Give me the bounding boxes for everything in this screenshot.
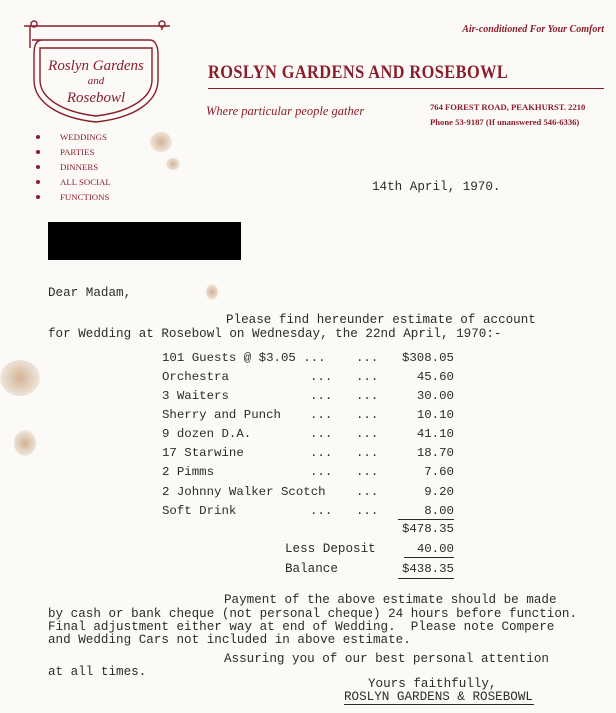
payment-line-2: by cash or bank cheque (not personal cheque) 24 hours before function. xyxy=(48,607,578,621)
item-dots: ... xyxy=(356,389,379,403)
item-dots: ... xyxy=(356,408,379,422)
closing: Yours faithfully, xyxy=(368,677,497,691)
intro-line-2: for Wedding at Rosebowl on Wednesday, the 22nd April, 1970:- xyxy=(48,327,502,341)
item-dots: ... xyxy=(310,504,333,518)
payment-line-1: Payment of the above estimate should be made xyxy=(224,593,557,607)
item-amount: 8.00 xyxy=(424,504,454,518)
item-amount: 45.60 xyxy=(416,370,454,384)
item-dots: ... xyxy=(356,370,379,384)
subtotal-rule xyxy=(398,519,454,520)
item-dots: ... xyxy=(356,465,379,479)
item-label: 2 Pimms xyxy=(162,465,215,479)
item-label: Soft Drink xyxy=(162,504,237,518)
service-item: FUNCTIONS xyxy=(34,190,111,205)
tagline: Where particular people gather xyxy=(206,104,365,118)
redacted-recipient xyxy=(48,222,241,260)
item-amount: 9.20 xyxy=(424,485,454,499)
item-label: 17 Starwine xyxy=(162,446,244,460)
payment-line-4: and Wedding Cars not included in above estimate. xyxy=(48,633,411,647)
item-label: Sherry and Punch xyxy=(162,408,281,422)
item-dots: ... xyxy=(356,485,379,499)
assure-line-2: at all times. xyxy=(48,665,147,679)
item-amount: 7.60 xyxy=(424,465,454,479)
item-amount: 41.10 xyxy=(416,427,454,441)
company-logo xyxy=(22,18,172,128)
item-label: Orchestra xyxy=(162,370,229,384)
item-label: 3 Waiters xyxy=(162,389,229,403)
salutation: Dear Madam, xyxy=(48,286,132,300)
stain xyxy=(14,430,36,456)
intro-line-1: Please find hereunder estimate of account xyxy=(226,313,536,327)
phone: Phone 53-9187 (If unanswered 546-6336) xyxy=(430,117,580,127)
stain xyxy=(206,284,218,300)
stain xyxy=(0,360,40,396)
item-label: 9 dozen D.A. xyxy=(162,427,252,441)
item-dots: ... xyxy=(356,446,379,460)
company-name: ROSLYN GARDENS AND ROSEBOWL xyxy=(208,62,509,83)
item-dots: ... xyxy=(356,427,379,441)
deposit-label: Less Deposit xyxy=(285,542,376,556)
item-dots: ... xyxy=(356,351,379,365)
service-item: WEDDINGS xyxy=(34,130,111,145)
assure-line-1: Assuring you of our best personal attention xyxy=(224,652,549,666)
service-item: DINNERS xyxy=(34,160,111,175)
stain xyxy=(150,132,172,152)
item-amount: 18.70 xyxy=(416,446,454,460)
logo-line-3: Rosebowl xyxy=(66,90,126,106)
item-dots: ... xyxy=(310,389,333,403)
item-label: 2 Johnny Walker Scotch xyxy=(162,485,326,499)
service-item: PARTIES xyxy=(34,145,111,160)
item-dots: ... xyxy=(310,446,333,460)
item-amount: $308.05 xyxy=(401,351,454,365)
stain xyxy=(166,158,180,170)
service-item: ALL SOCIAL xyxy=(34,175,111,190)
deposit-rule xyxy=(404,557,454,558)
header-rule xyxy=(208,88,604,89)
item-amount: 10.10 xyxy=(416,408,454,422)
logo-line-1: Roslyn Gardens xyxy=(48,58,144,74)
item-dots: ... xyxy=(310,408,333,422)
deposit-amount: 40.00 xyxy=(416,542,454,556)
balance-rule xyxy=(398,578,454,579)
payment-line-3: Final adjustment either way at end of Wedding. Please note Compere xyxy=(48,620,555,634)
logo-line-2: and xyxy=(87,75,105,87)
aircon-note: Air-conditioned For Your Comfort xyxy=(462,24,604,35)
balance-amount: $438.35 xyxy=(401,562,454,576)
address: 764 FOREST ROAD, PEAKHURST. 2210 xyxy=(430,102,586,112)
item-dots: ... xyxy=(310,427,333,441)
item-dots: ... xyxy=(310,465,333,479)
signature-line: ROSLYN GARDENS & ROSEBOWL xyxy=(344,690,533,704)
item-dots: ... xyxy=(356,504,379,518)
balance-label: Balance xyxy=(285,562,338,576)
item-label: 101 Guests @ $3.05 ... xyxy=(162,351,326,365)
item-dots: ... xyxy=(310,370,333,384)
total-amount: $478.35 xyxy=(401,522,454,536)
signature-underline xyxy=(344,704,534,705)
letter-date: 14th April, 1970. xyxy=(372,180,501,194)
services-list xyxy=(34,130,111,205)
item-amount: 30.00 xyxy=(416,389,454,403)
